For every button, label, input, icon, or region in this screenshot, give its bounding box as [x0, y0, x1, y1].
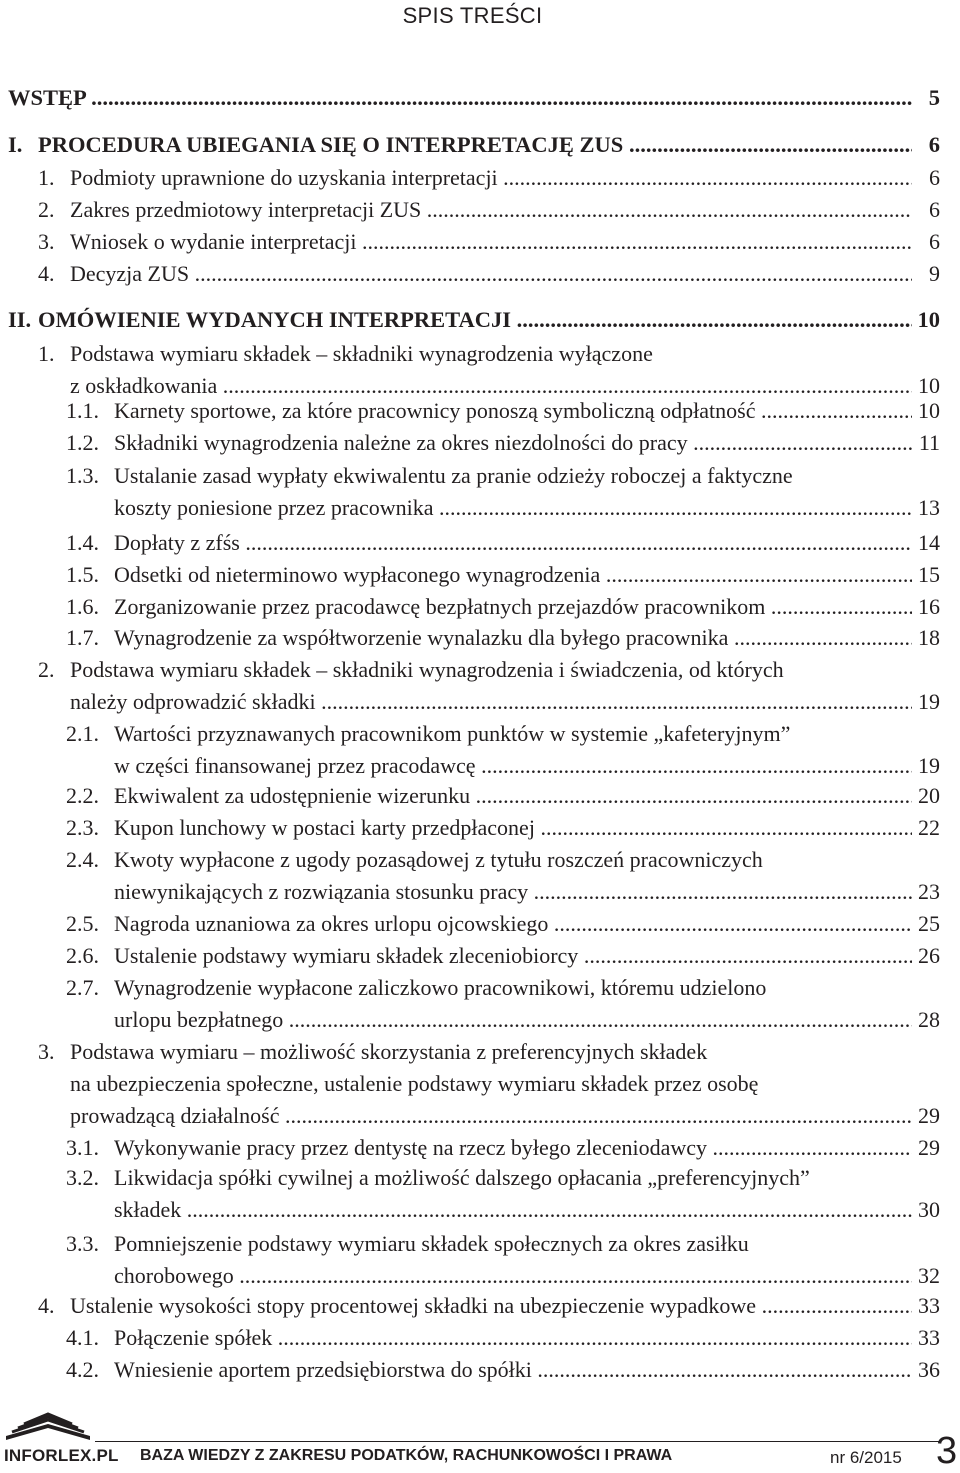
toc-entry[interactable] — [0, 1038, 960, 1134]
toc-entry-page: 20 — [918, 783, 940, 808]
toc-entry-title: Ustalenie wysokości stopy procentowej składki na ubezpieczenie wypadkowe ..... — [70, 1292, 912, 1320]
toc-entry-title: WSTĘP ..... — [8, 84, 912, 112]
toc-entry-number: 3.3. — [66, 1231, 99, 1256]
toc-entry[interactable] — [0, 1230, 960, 1294]
toc-entry[interactable] — [0, 1292, 960, 1324]
toc-entry-page: 10 — [918, 398, 940, 423]
toc-entry-page: 22 — [918, 815, 940, 840]
toc-entry-number: 4. — [38, 261, 55, 286]
toc-entry[interactable] — [0, 529, 960, 561]
toc-entry-page: 10 — [917, 307, 940, 332]
toc-entry-number: 2.4. — [66, 847, 99, 872]
toc-entry-title: Wynagrodzenie wypłacone zaliczkowo pracownikowi, któremu udzielono — [114, 975, 767, 1000]
toc-entry[interactable] — [0, 397, 960, 429]
toc-entry-page: 19 — [918, 753, 940, 778]
toc-entry-number: 3.2. — [66, 1165, 99, 1190]
toc-entry-title: Decyzja ZUS ..... — [70, 260, 912, 288]
toc-entry-number: 3. — [38, 1039, 55, 1064]
toc-entry[interactable] — [0, 974, 960, 1038]
toc-entry-page: 23 — [918, 879, 940, 904]
toc-entry-title: Kupon lunchowy w postaci karty przedpłaconej ..... — [114, 814, 912, 842]
toc-entry[interactable] — [0, 340, 960, 404]
toc-entry-title-continued: prowadzącą działalność ..... — [70, 1102, 912, 1130]
toc-entry-number: 1.1. — [66, 398, 99, 423]
toc-entry[interactable] — [0, 1164, 960, 1228]
toc-entry[interactable] — [0, 84, 960, 116]
toc-entry-title: Odsetki od nieterminowo wypłaconego wynagrodzenia ..... — [114, 561, 912, 589]
page-footer — [0, 1410, 960, 1472]
toc-entry[interactable] — [0, 196, 960, 228]
toc-entry[interactable] — [0, 306, 960, 338]
toc-entry-number: 1.3. — [66, 463, 99, 488]
toc-entry-page: 26 — [918, 943, 940, 968]
toc-entry-title: Nagroda uznaniowa za okres urlopu ojcowskiego ..... — [114, 910, 912, 938]
toc-entry-number: 3.1. — [66, 1135, 99, 1160]
toc-entry-page: 6 — [929, 197, 940, 222]
footer-rule — [95, 1441, 940, 1442]
toc-entry-page: 33 — [918, 1325, 940, 1350]
toc-entry[interactable] — [0, 720, 960, 784]
toc-entry-page: 10 — [918, 373, 940, 398]
toc-entry-number: 1.7. — [66, 625, 99, 650]
toc-entry-page: 36 — [918, 1357, 940, 1382]
toc-entry-title: Wniesienie aportem przedsiębiorstwa do spółki ..... — [114, 1356, 912, 1384]
toc-entry-title: PROCEDURA UBIEGANIA SIĘ O INTERPRETACJĘ ZUS ..... — [38, 131, 912, 159]
toc-entry-title: Wynagrodzenie za współtworzenie wynalazku dla byłego pracownika ..... — [114, 624, 912, 652]
toc-entry-number: 4.1. — [66, 1325, 99, 1350]
toc-entry-page: 29 — [918, 1103, 940, 1128]
toc-entry-page: 13 — [918, 495, 940, 520]
toc-entry-title: Wniosek o wydanie interpretacji ..... — [70, 228, 912, 256]
issue-number: nr 6/2015 — [830, 1448, 902, 1467]
toc-entry-page: 6 — [929, 165, 940, 190]
toc-entry-title: Wartości przyznawanych pracownikom punktów w systemie „kafeteryjnym” — [114, 721, 791, 746]
toc-entry-title: Zakres przedmiotowy interpretacji ZUS ..... — [70, 196, 912, 224]
toc-entry-page: 32 — [918, 1263, 940, 1288]
toc-entry-number: I. — [8, 132, 23, 157]
brand-name: INFORLEX.PL — [4, 1446, 119, 1465]
toc-entry[interactable] — [0, 1324, 960, 1356]
toc-entry[interactable] — [0, 782, 960, 814]
toc-entry-title-continued: należy odprowadzić składki ..... — [70, 688, 912, 716]
toc-entry-title: Podstawa wymiaru składek – składniki wynagrodzenia i świadczenia, od których — [70, 657, 784, 682]
toc-entry-page: 33 — [918, 1293, 940, 1318]
toc-entry-number: 2.3. — [66, 815, 99, 840]
toc-entry-number: 2.2. — [66, 783, 99, 808]
book-logo-icon — [4, 1410, 94, 1444]
toc-entry-title: OMÓWIENIE WYDANYCH INTERPRETACJI ..... — [38, 306, 912, 334]
toc-entry-title: Ekwiwalent za udostępnienie wizerunku ..... — [114, 782, 912, 810]
toc-entry-title: Składniki wynagrodzenia należne za okres niezdolności do pracy ..... — [114, 429, 912, 457]
toc-entry-title-continued: składek ..... — [114, 1196, 912, 1224]
toc-entry-page: 29 — [918, 1135, 940, 1160]
toc-entry[interactable] — [0, 814, 960, 846]
toc-entry-page: 5 — [928, 85, 940, 110]
toc-entry[interactable] — [0, 846, 960, 910]
toc-entry[interactable] — [0, 131, 960, 163]
toc-entry-title-continued: z oskładkowania ..... — [70, 372, 912, 400]
toc-entry-number: 1.4. — [66, 530, 99, 555]
toc-entry-page: 19 — [918, 689, 940, 714]
toc-entry[interactable] — [0, 1134, 960, 1166]
page-number: 3 — [936, 1430, 958, 1472]
toc-entry[interactable] — [0, 656, 960, 720]
toc-entry[interactable] — [0, 164, 960, 196]
toc-entry[interactable] — [0, 260, 960, 292]
footer-tagline: BAZA WIEDZY Z ZAKRESU PODATKÓW, RACHUNKOWOŚCI I PRAWA — [140, 1447, 673, 1464]
toc-entry-title-continued: w części finansowanej przez pracodawcę ..... — [114, 752, 912, 780]
toc-entry-number: 1.6. — [66, 594, 99, 619]
toc-entry[interactable] — [0, 624, 960, 656]
toc-entry-title: Likwidacja spółki cywilnej a możliwość dalszego opłacania „preferencyjnych” — [114, 1165, 810, 1190]
toc-entry-number: 2.1. — [66, 721, 99, 746]
toc-entry-number: 2.5. — [66, 911, 99, 936]
toc-entry[interactable] — [0, 942, 960, 974]
toc-entry[interactable] — [0, 910, 960, 942]
toc-entry-page: 11 — [918, 430, 940, 455]
toc-entry-number: 3. — [38, 229, 55, 254]
toc-entry-number: 2. — [38, 657, 55, 682]
toc-entry-number: 4. — [38, 1293, 55, 1318]
toc-entry-title: Ustalanie zasad wypłaty ekwiwalentu za pranie odzieży roboczej a faktyczne — [114, 463, 793, 488]
toc-entry-page: 9 — [929, 261, 940, 286]
toc-entry[interactable] — [0, 593, 960, 625]
toc-entry-page: 6 — [928, 132, 940, 157]
toc-entry-title: Wykonywanie pracy przez dentystę na rzecz byłego zleceniodawcy ..... — [114, 1134, 912, 1162]
toc-entry-title: Dopłaty z zfśs ..... — [114, 529, 912, 557]
toc-entry-page: 18 — [918, 625, 940, 650]
toc-entry-page: 6 — [929, 229, 940, 254]
toc-entry-title-continued: koszty poniesione przez pracownika ..... — [114, 494, 912, 522]
toc-entry-number: 1.5. — [66, 562, 99, 587]
toc-entry-title-continued: na ubezpieczenia społeczne, ustalenie podstawy wymiaru składek przez osobę — [70, 1071, 759, 1096]
toc-entry-title-continued: chorobowego ..... — [114, 1262, 912, 1290]
toc-entry-page: 25 — [918, 911, 940, 936]
toc-entry-title-continued: niewynikających z rozwiązania stosunku pracy ..... — [114, 878, 912, 906]
toc-entry-title: Podmioty uprawnione do uzyskania interpretacji ..... — [70, 164, 912, 192]
toc-entry-number: 1.2. — [66, 430, 99, 455]
toc-entry-number: 1. — [38, 341, 55, 366]
toc-entry[interactable] — [0, 228, 960, 260]
toc-entry-title: Podstawa wymiaru składek – składniki wynagrodzenia wyłączone — [70, 341, 653, 366]
toc-entry-page: 14 — [918, 530, 940, 555]
toc-entry-title-continued: urlopu bezpłatnego ..... — [114, 1006, 912, 1034]
toc-entry-page: 28 — [918, 1007, 940, 1032]
toc-entry-number: II. — [8, 307, 32, 332]
toc-entry-title: Połączenie spółek ..... — [114, 1324, 912, 1352]
toc-entry-title: Karnety sportowe, za które pracownicy ponoszą symboliczną odpłatność ..... — [114, 397, 912, 425]
toc-entry-number: 4.2. — [66, 1357, 99, 1382]
toc-entry-title: Zorganizowanie przez pracodawcę bezpłatnych przejazdów pracownikom ..... — [114, 593, 912, 621]
toc-entry-title: Pomniejszenie podstawy wymiaru składek społecznych za okres zasiłku — [114, 1231, 749, 1256]
toc-entry-page: 16 — [918, 594, 940, 619]
toc-entry-page: 15 — [918, 562, 940, 587]
toc-entry-title: Podstawa wymiaru – możliwość skorzystania z preferencyjnych składek — [70, 1039, 708, 1064]
toc-entry-title: Kwoty wypłacone z ugody pozasądowej z tytułu roszczeń pracowniczych — [114, 847, 763, 872]
toc-entry-number: 2. — [38, 197, 55, 222]
toc-entry[interactable] — [0, 1356, 960, 1388]
toc-entry-page: 30 — [918, 1197, 940, 1222]
toc-entry[interactable] — [0, 462, 960, 526]
toc-entry[interactable] — [0, 561, 960, 593]
toc-entry-number: 2.7. — [66, 975, 99, 1000]
toc-entry-number: 1. — [38, 165, 55, 190]
page-header: SPIS TREŚCI — [402, 3, 543, 28]
toc-entry[interactable] — [0, 429, 960, 461]
toc-entry-number: 2.6. — [66, 943, 99, 968]
toc-entry-title: Ustalenie podstawy wymiaru składek zleceniobiorcy ..... — [114, 942, 912, 970]
